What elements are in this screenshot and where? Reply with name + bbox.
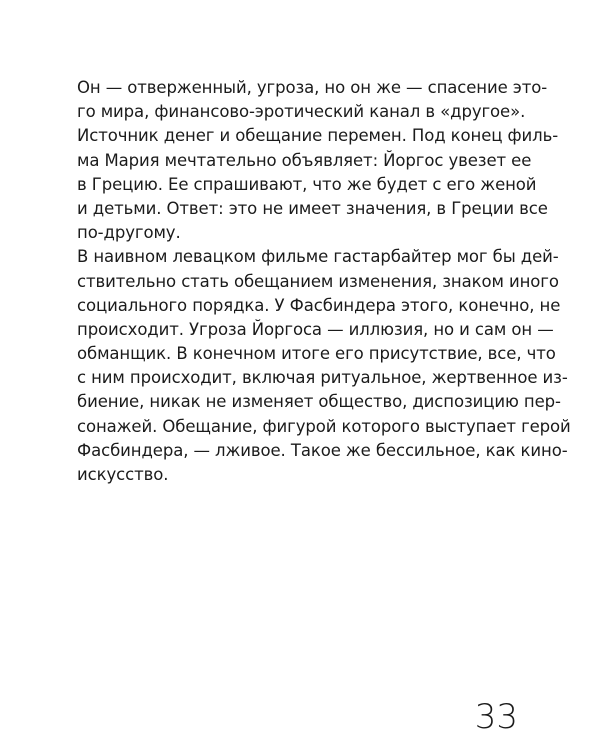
text-line: с ним происходит, включая ритуальное, жертвенное из- <box>77 368 568 388</box>
text-line: сонажей. Обещание, фигурой которого выступает герой <box>77 416 571 436</box>
text-line: го мира, финансово-эротический канал в «другое». <box>77 102 526 122</box>
text-line: искусство. <box>77 465 169 484</box>
text-line: Источник денег и обещание перемен. Под конец филь- <box>77 126 559 146</box>
text-line: обманщик. В конечном итоге его присутствие, все, что <box>77 344 556 364</box>
text-line: Фасбиндера, — лживое. Такое же бессильное, как кино- <box>77 440 568 460</box>
text-line: ствительно стать обещанием изменения, знаком иного <box>77 271 559 291</box>
text-line: В наивном левацком фильме гастарбайтер мог бы дей- <box>77 247 559 267</box>
text-line: в Грецию. Ее спрашивают, что же будет с его женой <box>77 174 537 194</box>
text-line: ма Мария мечтательно объявляет: Йоргос увезет ее <box>77 150 532 170</box>
text-line: и детьми. Ответ: это не имеет значения, в Греции все <box>77 198 548 218</box>
text-line: по-другому. <box>77 223 181 243</box>
text-line: биение, никак не изменяет общество, диспозицию пер- <box>77 392 561 412</box>
text-line: Он — отверженный, угроза, но он же — спасение это- <box>77 78 548 97</box>
text-line: происходит. Угроза Йоргоса — иллюзия, но и сам он — <box>77 319 554 339</box>
text-line: социального порядка. У Фасбиндера этого, конечно, не <box>77 295 561 315</box>
body-text <box>77 76 571 487</box>
page-number: 33 <box>474 697 518 737</box>
